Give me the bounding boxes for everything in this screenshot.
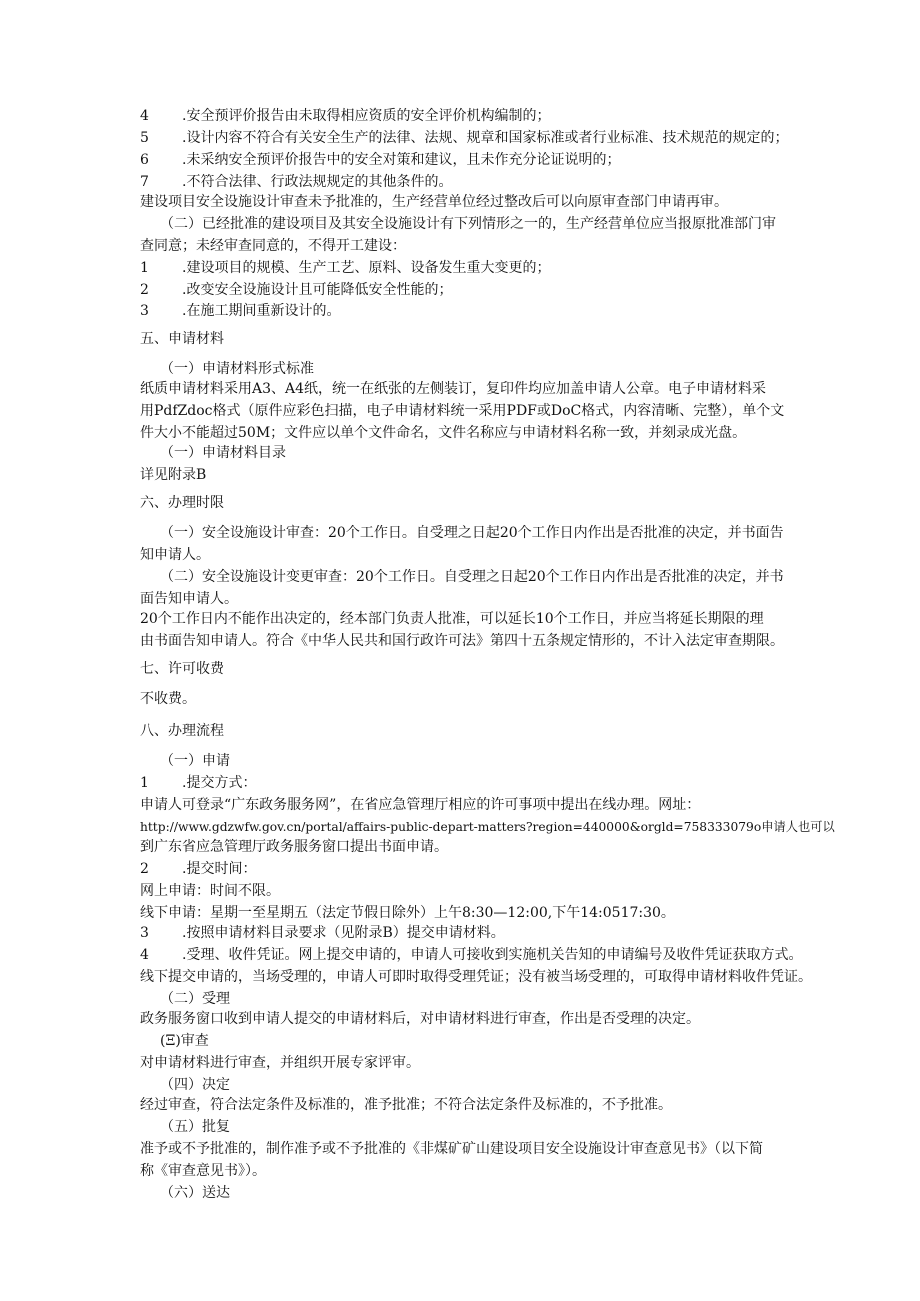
paragraph-text: 经过审查，符合法定条件及标准的，准予批准；不符合法定条件及标准的，不予批准。	[140, 1097, 672, 1113]
list-item-3: 3 .在施工期间重新设计的。	[140, 303, 341, 319]
subsection-heading: （五）批复	[160, 1119, 230, 1135]
subsection-heading: （一）申请材料目录	[160, 445, 286, 461]
list-item-4: 4 .安全预评价报告由未取得相应资质的安全评价机构编制的；	[140, 108, 551, 124]
subsection-paragraph: （二）安全设施设计变更审查：20个工作日。自受理之日起20个工作日内作出是否批准的决定，并书	[160, 569, 784, 585]
paragraph-text: 申请人可登录“广东政务服务网”，在省应急管理厅相应的许可事项中提出在线办理。网址：	[140, 797, 701, 813]
list-item-7: 7 .不符合法律、行政法规规定的其他条件的。	[140, 174, 453, 190]
subsection-paragraph: （一）安全设施设计审查：20个工作日。自受理之日起20个工作日内作出是否批准的决定，并书面告	[160, 525, 784, 541]
subsection-heading: （一）申请	[160, 753, 230, 769]
list-item-5: 5 .设计内容不符合有关安全生产的法律、法规、规章和国家标准或者行业标准、技术规范的规定的；	[140, 130, 789, 146]
subsection-heading: （六）送达	[160, 1185, 230, 1201]
subsection-heading: (Ξ)审查	[160, 1033, 209, 1049]
paragraph-text: 线下申请：星期一至星期五（法定节假日除外）上午8:30—12:00,下午14:0517:30。	[140, 905, 675, 921]
paragraph-text: 知申请人。	[140, 547, 210, 563]
paragraph-text: 纸质申请材料采用A3、A4纸，统一在纸张的左侧装订，复印件均应加盖申请人公章。电子申请材料采	[140, 381, 767, 397]
list-item-2: 2 .改变安全设施设计且可能降低安全性能的；	[140, 282, 453, 298]
paragraph-text: 称《审查意见书》）。	[140, 1163, 266, 1179]
list-item-1: 1 .建设项目的规模、生产工艺、原料、设备发生重大变更的；	[140, 260, 551, 276]
paragraph-text: 由书面告知申请人。符合《中华人民共和国行政许可法》第四十五条规定情形的，不计入法定审查期限。	[140, 633, 784, 649]
paragraph-text: 不收费。	[140, 691, 196, 707]
paragraph-text: 件大小不能超过50M；文件应以单个文件命名，文件名称应与申请材料名称一致，并刻录成光盘。	[140, 425, 747, 441]
paragraph-text: 用PdfZdoc格式（原件应彩色扫描，电子申请材料统一采用PDF或DoC格式，内容清晰、完整），单个文	[140, 403, 785, 419]
url-text: http://www.gdzwfw.gov.cn/portal/affairs-public-depart-matters?region=440000&orgld=758333079o申请人也可以	[140, 820, 835, 834]
list-item-6: 6 .未采纳安全预评价报告中的安全对策和建议，且未作充分论证说明的；	[140, 152, 621, 168]
paragraph-text: 网上申请：时间不限。	[140, 883, 280, 899]
paragraph-text: 查同意；未经审查同意的，不得开工建设：	[140, 238, 406, 254]
paragraph-text: 对申请材料进行审查，并组织开展专家评审。	[140, 1055, 420, 1071]
paragraph-text: 线下提交申请的，当场受理的，申请人可即时取得受理凭证；没有被当场受理的，可取得申请材料收件凭证。	[140, 969, 812, 985]
paragraph-text: 政务服务窗口收到申请人提交的申请材料后，对申请材料进行审查，作出是否受理的决定。	[140, 1011, 700, 1027]
paragraph-text: 建设项目安全设施设计审查未予批准的，生产经营单位经过整改后可以向原审查部门申请再审。	[140, 194, 728, 210]
paragraph-text: 20个工作日内不能作出决定的，经本部门负责人批准，可以延长10个工作日，并应当将延长期限的理	[140, 611, 764, 627]
paragraph-text: 准予或不予批准的，制作准予或不予批准的《非煤矿矿山建设项目安全设施设计审查意见书》（以下简	[140, 1141, 763, 1157]
list-item-4: 4 .受理、收件凭证。网上提交申请的，申请人可接收到实施机关告知的申请编号及收件凭证获取方式。	[140, 947, 803, 963]
list-item-2: 2 .提交时间：	[140, 861, 257, 877]
paragraph-text: 详见附录B	[140, 467, 207, 483]
list-item-3: 3 .按照申请材料目录要求（见附录B）提交申请材料。	[140, 925, 505, 941]
subsection-paragraph: （二）已经批准的建设项目及其安全设施设计有下列情形之一的，生产经营单位应当报原批准部门审	[160, 216, 776, 232]
section-heading: 五、申请材料	[140, 331, 224, 347]
section-heading: 六、办理时限	[140, 495, 224, 511]
section-heading: 七、许可收费	[140, 661, 224, 677]
list-item-1: 1 .提交方式：	[140, 775, 257, 791]
paragraph-text: 到广东省应急管理厅政务服务窗口提出书面申请。	[140, 839, 448, 855]
section-heading: 八、办理流程	[140, 723, 224, 739]
subsection-heading: （四）决定	[160, 1077, 230, 1093]
paragraph-text: 面告知申请人。	[140, 591, 238, 607]
subsection-heading: （二）受理	[160, 991, 230, 1007]
subsection-heading: （一）申请材料形式标准	[160, 361, 314, 377]
